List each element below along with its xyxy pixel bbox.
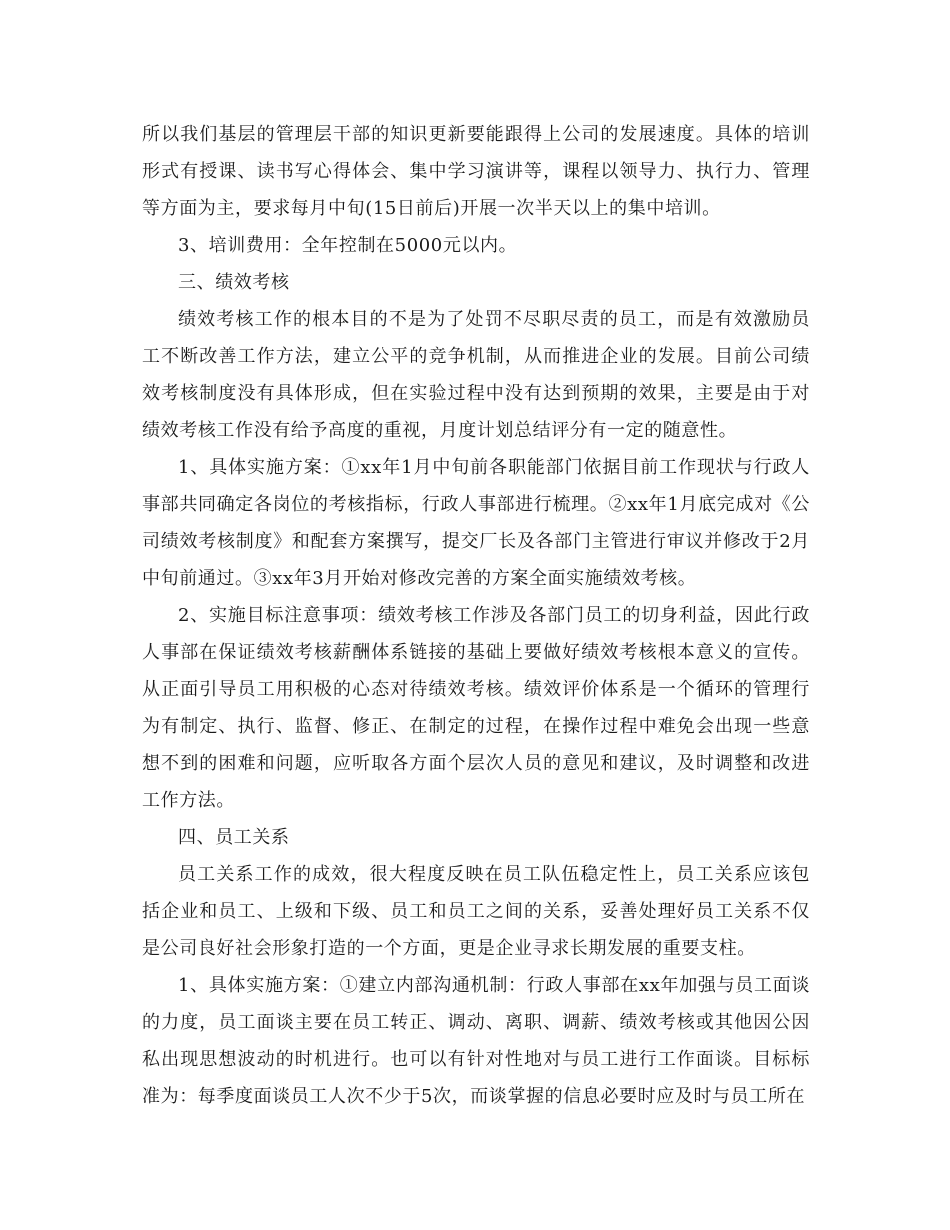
paragraph-performance-purpose: 绩效考核工作的根本目的不是为了处罚不尽职尽责的员工，而是有效激励员工不断改善工作方法，建立公平的竞争机制，从而推进企业的发展。目前公司绩效考核制度没有具体形成，但在实验过程中没有达到预期的效果，主要是由于对绩效考核工作没有给予高度的重视，月度计划总结评分有一定的随意性。 [142, 309, 810, 441]
section-heading-employee-relations: 四、员工关系 [178, 827, 290, 848]
section-heading-performance: 三、绩效考核 [178, 272, 290, 293]
paragraph-relations-plan: 1、具体实施方案：①建立内部沟通机制：行政人事部在xx年加强与员工面谈的力度，员工面谈主要在员工转正、调动、离职、调薪、绩效考核或其他因公因私出现思想波动的时机进行。也可以有针对性地对与员工进行工作面谈。目标标准为：每季度面谈员工人次不少于5次，而谈掌握的信息必要时应及时与员工所在 [142, 975, 810, 1107]
paragraph-performance-plan: 1、具体实施方案：①xx年1月中旬前各职能部门依据目前工作现状与行政人事部共同确定各岗位的考核指标，行政人事部进行梳理。②xx年1月底完成对《公司绩效考核制度》和配套方案撰写，提交厂长及各部门主管进行审议并修改于2月中旬前通过。③xx年3月开始对修改完善的方案全面实施绩效考核。 [142, 457, 810, 589]
paragraph-training-format: 所以我们基层的管理层干部的知识更新要能跟得上公司的发展速度。具体的培训形式有授课、读书写心得体会、集中学习演讲等，课程以领导力、执行力、管理等方面为主，要求每月中旬(15日前后)开展一次半天以上的集中培训。 [142, 124, 810, 219]
paragraph-training-cost: 3、培训费用：全年控制在5000元以内。 [178, 235, 518, 256]
document-body [142, 116, 810, 1115]
paragraph-performance-notes: 2、实施目标注意事项：绩效考核工作涉及各部门员工的切身利益，因此行政人事部在保证绩效考核薪酬体系链接的基础上要做好绩效考核根本意义的宣传。从正面引导员工用积极的心态对待绩效考核。绩效评价体系是一个循环的管理行为有制定、执行、监督、修正、在制定的过程，在操作过程中难免会出现一些意想不到的困难和问题，应听取各方面个层次人员的意见和建议，及时调整和改进工作方法。 [142, 605, 810, 811]
paragraph-employee-relations: 员工关系工作的成效，很大程度反映在员工队伍稳定性上，员工关系应该包括企业和员工、上级和下级、员工和员工之间的关系，妥善处理好员工关系不仅是公司良好社会形象打造的一个方面，更是企业寻求长期发展的重要支柱。 [142, 864, 810, 959]
